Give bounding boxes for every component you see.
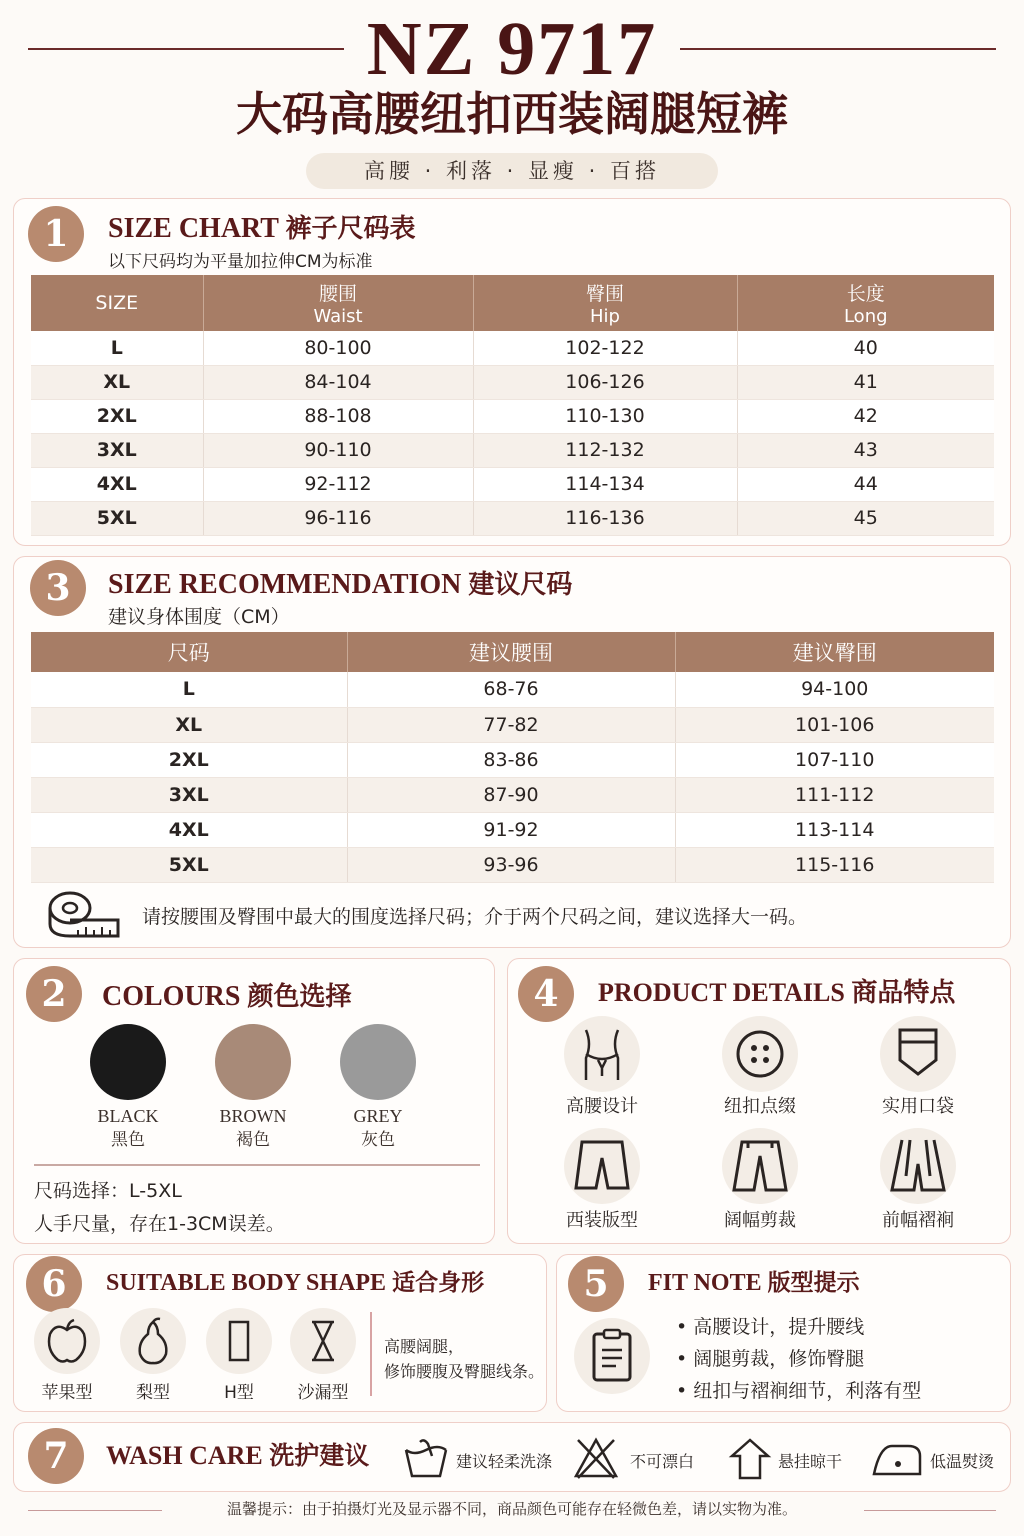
recommendation-title-en: SIZE RECOMMENDATION [108,569,462,600]
body-pear [120,1308,186,1374]
table-row: L 80-100 102-122 40 [31,331,994,365]
colour-swatch-black[interactable] [90,1024,166,1100]
body-shape-note-1: 高腰阔腿， [384,1337,465,1356]
measure-note: 人手尺量，存在1-3CM误差。 [34,1213,285,1235]
colours-title-en: COLOURS [102,981,241,1012]
table-row: 4XL 91-92 113-114 [31,812,994,847]
details-title [598,972,955,1009]
size-chart-title-en: SIZE CHART [108,213,279,244]
detail-high-waist [564,1016,640,1092]
apple-icon [42,1316,92,1366]
section-number-7: 7 [28,1428,84,1484]
rec-header-waist: 建议腰围 [347,632,675,672]
wide-leg-icon [730,1136,790,1196]
fit-note-bullet-3: • 纽扣与褶裥细节，利落有型 [676,1380,922,1402]
body-shape-note-2: 修饰腰腹及臀腿线条。 [384,1362,545,1381]
table-row: 3XL 90-110 112-132 43 [31,433,994,467]
rec-header-size: 尺码 [31,632,347,672]
detail-suit-shorts [564,1128,640,1204]
wash-label-low-iron: 低温熨烫 [930,1452,995,1471]
fit-note-title-en: FIT NOTE [648,1270,762,1296]
section-number-5: 5 [568,1256,624,1312]
detail-label-pleat: 前幅褶裥 [882,1210,954,1231]
suit-shorts-icon [572,1136,632,1196]
hourglass-icon [298,1316,348,1366]
table-row: 2XL 83-86 107-110 [31,742,994,777]
pleat-icon [888,1136,948,1196]
table-row: 4XL 92-112 114-134 44 [31,467,994,501]
size-chart-title [108,208,415,245]
detail-wide-leg [722,1128,798,1204]
colour-swatch-grey[interactable] [340,1024,416,1100]
details-title-en: PRODUCT DETAILS [598,978,845,1007]
fit-note-clipboard [574,1318,650,1394]
detail-label-pocket: 实用口袋 [882,1096,954,1117]
colour-swatch-brown[interactable] [215,1024,291,1100]
table-row: XL 77-82 101-106 [31,707,994,742]
body-shape-title [106,1264,484,1297]
section-number-2: 2 [26,966,82,1022]
size-chart-table [31,275,994,536]
detail-button [722,1016,798,1092]
size-chart-header-hip: 臀围 Hip [473,275,737,331]
size-tip [46,888,966,944]
rec-header-hip: 建议臀围 [675,632,994,672]
table-row: 2XL 88-108 110-130 42 [31,399,994,433]
wash-label-hand-wash: 建议轻柔洗涤 [456,1452,553,1471]
product-title: 大码高腰纽扣西装阔腿短裤 [236,87,788,141]
section-number-6: 6 [26,1256,82,1312]
recommendation-title-cn: 建议尺码 [468,570,573,600]
wash-label-no-bleach: 不可漂白 [630,1452,695,1471]
fit-note-bullet-2: • 阔腿剪裁，修饰臀腿 [676,1348,865,1370]
detail-pleat [880,1128,956,1204]
recommendation-subtitle: 建议身体围度（CM） [108,606,290,628]
body-hourglass [290,1308,356,1374]
table-row: 3XL 87-90 111-112 [31,777,994,812]
fit-note-title [648,1264,860,1297]
colour-label-grey: GREY 灰色 [353,1106,403,1150]
recommendation-title [108,564,572,601]
table-row: L 68-76 94-100 [31,672,994,707]
high-waist-icon [572,1024,632,1084]
rectangle-icon [214,1316,264,1366]
no-bleach-icon [572,1436,620,1480]
body-apple [34,1308,100,1374]
button-icon [730,1024,790,1084]
fit-note-bullet-1: • 高腰设计，提升腰线 [676,1316,865,1338]
colour-label-brown: BROWN 褐色 [219,1106,287,1150]
colour-label-black: BLACK 黑色 [97,1106,159,1150]
footer-note: 温馨提示：由于拍摄灯光及显示器不同，商品颜色可能存在轻微色差，请以实物为准。 [226,1500,797,1518]
pear-icon [128,1316,178,1366]
body-h [206,1308,272,1374]
section-number-3: 3 [30,560,86,616]
section-number-4: 4 [518,966,574,1022]
body-label-apple: 苹果型 [41,1383,93,1403]
hang-dry-icon [728,1436,772,1480]
size-chart-header-long: 长度 Long [737,275,994,331]
body-shape-title-cn: 适合身形 [392,1269,485,1296]
table-row: 5XL 93-96 115-116 [31,847,994,882]
body-label-h: H型 [224,1383,254,1403]
size-range: 尺码选择：L-5XL [34,1180,182,1202]
recommendation-table [31,632,994,883]
table-row: 5XL 96-116 116-136 45 [31,501,994,535]
detail-label-suit-shorts: 西装版型 [566,1210,638,1231]
colours-title-cn: 颜色选择 [247,982,352,1012]
measuring-tape-icon [46,888,122,940]
body-shape-title-en: SUITABLE BODY SHAPE [106,1270,387,1296]
hand-wash-icon [402,1436,450,1480]
product-code: NZ 9717 [366,7,658,91]
body-label-pear: 梨型 [136,1383,170,1403]
detail-pocket [880,1016,956,1092]
table-row: XL 84-104 106-126 41 [31,365,994,399]
wash-label-hang-dry: 悬挂晾干 [778,1452,843,1471]
detail-label-wide-leg: 阔幅剪裁 [724,1210,796,1231]
section-number-1: 1 [28,206,84,262]
size-chart-header-waist: 腰围 Waist [203,275,473,331]
wash-care-title-cn: 洗护建议 [269,1441,370,1470]
size-chart-header-size: SIZE [31,275,203,331]
clipboard-icon [582,1326,642,1386]
pocket-icon [888,1024,948,1084]
body-label-hourglass: 沙漏型 [297,1383,349,1403]
colours-divider [34,1164,480,1166]
low-iron-icon [870,1436,924,1480]
detail-label-high-waist: 高腰设计 [566,1096,638,1117]
wash-care-title [106,1436,369,1472]
detail-label-button: 纽扣点缀 [724,1096,796,1117]
wash-care-title-en: WASH CARE [106,1441,263,1470]
size-chart-subtitle: 以下尺码均为平量加拉伸CM为标准 [108,252,373,272]
fit-note-title-cn: 版型提示 [767,1269,860,1296]
body-shape-divider [370,1312,372,1396]
colours-title [102,976,351,1013]
details-title-cn: 商品特点 [851,978,956,1008]
size-tip-text: 请按腰围及臀围中最大的围度选择尺码；介于两个尺码之间，建议选择大一码。 [142,906,808,928]
tagline: 高腰 · 利落 · 显瘦 · 百搭 [306,153,718,189]
size-chart-title-cn: 裤子尺码表 [285,214,416,244]
